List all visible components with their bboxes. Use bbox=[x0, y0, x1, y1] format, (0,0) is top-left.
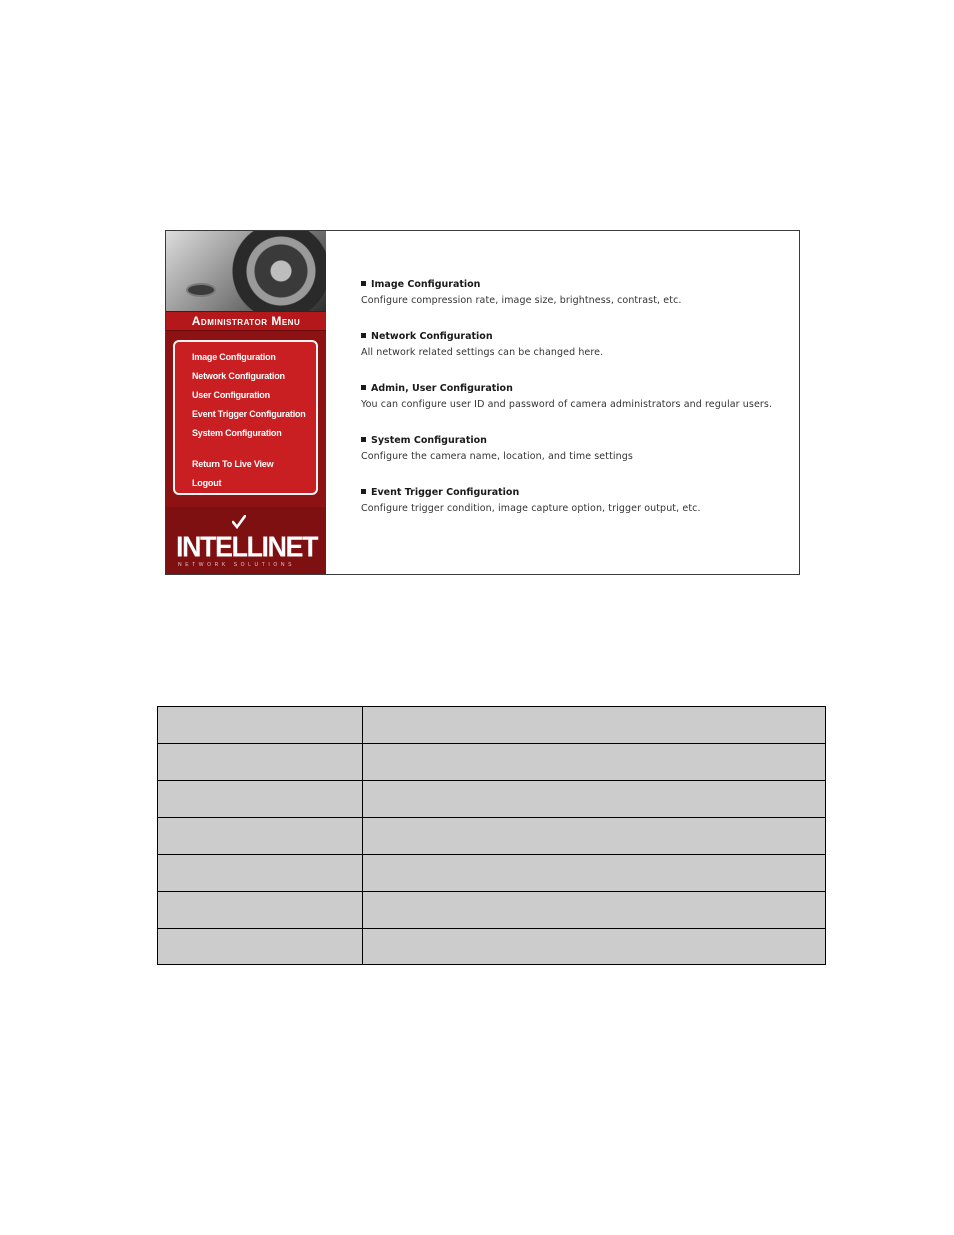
sidebar-item-user-configuration[interactable]: User Configuration bbox=[192, 390, 270, 400]
table-row bbox=[158, 744, 825, 781]
admin-menu-screenshot bbox=[165, 230, 800, 575]
table-cell bbox=[364, 818, 825, 854]
settings-table bbox=[157, 706, 826, 965]
table-cell bbox=[364, 929, 825, 964]
sidebar-footer bbox=[166, 507, 326, 574]
sidebar bbox=[166, 231, 326, 574]
section-description: Configure trigger condition, image capture option, trigger output, etc. bbox=[361, 503, 701, 514]
table-cell bbox=[158, 855, 363, 891]
section-title-link[interactable] bbox=[361, 487, 791, 498]
section-title-link[interactable] bbox=[361, 279, 791, 290]
table-row bbox=[158, 892, 825, 929]
bullet-icon bbox=[361, 437, 366, 442]
table-row bbox=[158, 818, 825, 855]
bullet-icon bbox=[361, 281, 366, 286]
logo-subtitle: NETWORK SOLUTIONS bbox=[178, 562, 296, 568]
table-cell bbox=[158, 744, 363, 780]
section-title: Event Trigger Configuration bbox=[371, 487, 520, 498]
section-title-link[interactable] bbox=[361, 383, 791, 394]
section-description: Configure the camera name, location, and time settings bbox=[361, 451, 633, 462]
section-description: All network related settings can be changed here. bbox=[361, 347, 604, 358]
section-title: System Configuration bbox=[371, 435, 487, 446]
sidebar-banner: Administrator Menu bbox=[166, 311, 326, 331]
main-panel bbox=[326, 231, 799, 574]
section-description: Configure compression rate, image size, brightness, contrast, etc. bbox=[361, 295, 682, 306]
table-cell bbox=[158, 781, 363, 817]
section-title: Network Configuration bbox=[371, 331, 493, 342]
table-row bbox=[158, 781, 825, 818]
section-title-link[interactable] bbox=[361, 435, 791, 446]
table-cell bbox=[364, 781, 825, 817]
table-row bbox=[158, 855, 825, 892]
table-cell bbox=[158, 707, 363, 743]
sidebar-item-return-to-live-view[interactable]: Return To Live View bbox=[192, 459, 274, 469]
sidebar-item-system-configuration[interactable]: System Configuration bbox=[192, 428, 282, 438]
table-cell bbox=[158, 892, 363, 928]
table-row bbox=[158, 707, 825, 744]
table-cell bbox=[364, 707, 825, 743]
table-cell bbox=[364, 892, 825, 928]
camera-lens-icon bbox=[186, 283, 216, 297]
section-title-link[interactable] bbox=[361, 331, 791, 342]
bullet-icon bbox=[361, 489, 366, 494]
section-event-trigger-configuration bbox=[361, 487, 791, 514]
table-cell bbox=[158, 818, 363, 854]
table-row bbox=[158, 929, 825, 964]
table-cell bbox=[158, 929, 363, 964]
camera-photo bbox=[166, 231, 326, 311]
sidebar-item-logout[interactable]: Logout bbox=[192, 478, 222, 488]
sidebar-item-network-configuration[interactable]: Network Configuration bbox=[192, 371, 285, 381]
table-cell bbox=[364, 855, 825, 891]
bullet-icon bbox=[361, 385, 366, 390]
table-cell bbox=[364, 744, 825, 780]
section-system-configuration bbox=[361, 435, 791, 462]
section-title: Image Configuration bbox=[371, 279, 481, 290]
section-image-configuration bbox=[361, 279, 791, 306]
sidebar-item-event-trigger-configuration[interactable]: Event Trigger Configuration bbox=[192, 409, 306, 419]
bullet-icon bbox=[361, 333, 366, 338]
section-description: You can configure user ID and password of camera administrators and regular users. bbox=[361, 399, 773, 410]
checkmark-icon bbox=[232, 515, 246, 529]
sidebar-menu bbox=[173, 340, 318, 495]
sidebar-item-image-configuration[interactable]: Image Configuration bbox=[192, 352, 276, 362]
intellinet-logo: INTELLINET bbox=[176, 531, 317, 563]
section-title: Admin, User Configuration bbox=[371, 383, 513, 394]
section-admin-user-configuration bbox=[361, 383, 791, 410]
section-network-configuration bbox=[361, 331, 791, 358]
